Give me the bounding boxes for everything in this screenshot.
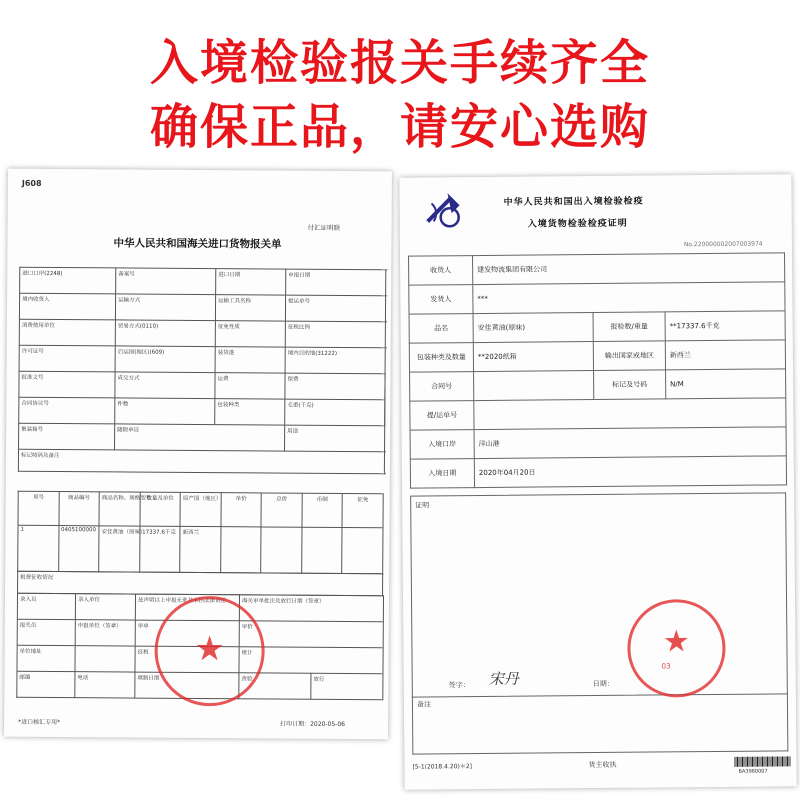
declaration-row — [20, 267, 386, 296]
declaration-cell: 成交方式 — [115, 372, 215, 399]
certificate-value: 建发物流集团有限公司 — [473, 253, 785, 285]
barcode-number: BA3960007 — [738, 768, 768, 775]
stamp-star-icon: ★ — [662, 624, 691, 660]
declaration-title: 中华人民共和国海关进口货物报关单 — [113, 237, 282, 251]
declaration-bottom-cell — [75, 646, 135, 672]
declaration-cell: 运输工具名称 — [215, 295, 285, 321]
headline-line-2: 确保正品，请安心选购 — [149, 99, 650, 155]
barcode — [734, 756, 790, 766]
certificate-row — [409, 340, 785, 372]
certificate-value: *** — [473, 282, 785, 314]
proof-box — [410, 492, 788, 697]
declaration-cell: 运输方式 — [115, 294, 215, 321]
certificate-label: 入境日期 — [410, 459, 474, 489]
declaration-bottom-cell: 邮编 — [17, 671, 75, 697]
certificate-label: 报检数/重量 — [593, 312, 665, 342]
certificate-value: **17337.6千克 — [665, 311, 785, 341]
certificate-value — [474, 371, 594, 401]
goods-cell: 1 — [18, 525, 59, 571]
declaration-row — [19, 319, 385, 348]
goods-cell: 安佳黄油（原味） — [99, 526, 140, 572]
certificate-label: 提/运单号 — [410, 401, 474, 431]
declaration-bottom-cell: 电话 — [75, 672, 135, 698]
goods-cell — [301, 527, 342, 573]
goods-cell: 0405100000 — [58, 526, 99, 572]
signature: 宋丹 — [488, 669, 519, 688]
declaration-cell: 包装种类 — [215, 399, 285, 425]
goods-header-cell: 项号 — [18, 491, 59, 525]
declaration-cell: 征税比例 — [285, 321, 385, 348]
declaration-row — [19, 423, 385, 452]
declaration-bottom-cell: 申报单位（签章） — [75, 620, 135, 646]
stamp-star-icon: ★ — [194, 628, 226, 670]
goods-header-cell: 商品名称、规格型号 — [99, 492, 140, 526]
certificate-label: 输出国家或地区 — [593, 341, 665, 371]
declaration-cell: 保费 — [285, 373, 385, 400]
declaration-bottom-cell: 审单 — [135, 620, 239, 647]
certificate-value: **2020纸箱 — [473, 342, 593, 372]
date-label: 日期： — [592, 679, 614, 689]
declaration-row — [18, 449, 384, 474]
declaration-cell: 境内收货人 — [19, 293, 115, 320]
headline-line-1: 入境检验报关手续齐全 — [149, 35, 650, 91]
declaration-cell: 合同协议号 — [19, 397, 115, 424]
declaration-bottom-cell: 查验 — [239, 673, 311, 700]
declaration-cell: 装货港 — [215, 347, 285, 373]
declaration-cell: 集装箱号 — [19, 423, 115, 450]
certificate-value: 新西兰 — [665, 340, 785, 370]
declaration-cell: 备案号 — [116, 268, 216, 295]
goods-header-cell: 原产国（地区） — [180, 492, 221, 526]
certificate-row — [410, 369, 786, 401]
company-stamp — [154, 596, 265, 707]
declaration-bottom-cell: 录入单位 — [75, 594, 135, 620]
goods-cell — [342, 528, 383, 574]
declaration-bottom-cell: 报关员 — [17, 619, 75, 645]
declaration-cell: 毛重(千克) — [285, 399, 385, 426]
goods-cell: 17337.6千克 — [139, 526, 180, 572]
footer-note: *进口核汇专用* — [18, 718, 61, 727]
certificate-label: 品名 — [409, 314, 473, 344]
declaration-cell: 申报日期 — [286, 269, 386, 296]
certificate-value: 安佳黄油(原味) — [473, 313, 593, 343]
declaration-cell: 随附单证 — [115, 424, 285, 451]
goods-cell — [220, 527, 261, 573]
declaration-row — [19, 293, 385, 322]
remark-box — [412, 692, 789, 754]
declaration-bottom-cell: 放行 — [311, 673, 383, 700]
declaration-cell: 贸易方式(0110) — [115, 320, 215, 347]
declaration-cell: 提运单号 — [285, 295, 385, 322]
declaration-cell: 标记唛码及备注 — [18, 449, 384, 474]
declaration-bottom-cell: 统计 — [239, 647, 383, 674]
footer-copy: 货主收执 — [588, 760, 617, 770]
inspection-certificate-document — [399, 174, 796, 789]
footer-code: [5-1(2018.4.20)＊2] — [412, 763, 473, 771]
certificate-header-1: 中华人民共和国出入境检验检疫 — [503, 196, 644, 208]
goods-cell — [261, 527, 302, 573]
certificate-row — [410, 456, 786, 488]
certificate-header-2: 入境货物检验检疫证明 — [527, 218, 628, 230]
certificate-value: 2020年04月20日 — [474, 456, 786, 488]
declaration-cell: 件数 — [115, 398, 215, 425]
declaration-cell: 进口日期 — [216, 269, 286, 295]
declaration-header-table — [18, 267, 386, 475]
certificate-label: 入境口岸 — [410, 430, 474, 460]
declaration-cell: 批准文号 — [19, 371, 115, 398]
declaration-cell: 境内目的地(31222) — [285, 347, 385, 374]
declaration-bottom-cell: 海关审单批注及放行日期（签章） — [239, 595, 383, 622]
print-date: 打印日期：2020-05-06 — [280, 720, 346, 729]
stamp-number: 03 — [661, 662, 671, 671]
declaration-cell: 运费 — [215, 373, 285, 399]
declaration-bottom-cell: 兹声明以上申报无讹并承担法律责任 — [135, 594, 239, 621]
certificate-label: 收货人 — [409, 256, 473, 286]
declaration-bottom-cell: 征税 — [135, 646, 239, 673]
certificate-label: 标记及号码 — [594, 370, 666, 400]
certificate-value — [474, 398, 786, 430]
customs-declaration-document — [4, 169, 392, 740]
goods-cell: 新西兰 — [180, 526, 221, 572]
remark-label: 备注 — [416, 700, 431, 709]
goods-header-cell: 单价 — [221, 493, 262, 527]
certificate-label: 合同号 — [410, 372, 474, 402]
ciq-logo-icon — [421, 187, 465, 231]
goods-header-cell: 征免 — [342, 494, 383, 528]
declaration-bottom-cell: 填制日期 — [135, 672, 239, 699]
certificate-label: 包装种类及数量 — [409, 343, 473, 373]
corner-label: 付汇证明联 — [307, 223, 341, 232]
certificate-label: 发货人 — [409, 285, 473, 315]
declaration-cell: 启运国(地区)(609) — [115, 346, 215, 373]
declaration-row — [19, 345, 385, 374]
declaration-bottom-cell: 录入员 — [17, 593, 75, 619]
declaration-row — [19, 397, 385, 426]
declaration-row — [19, 371, 385, 400]
customs-stamp — [627, 599, 726, 698]
certificate-row — [409, 282, 785, 314]
declaration-cell: 许可证号 — [19, 345, 115, 372]
certificate-row — [410, 427, 786, 459]
declaration-cell: 征免性质 — [215, 321, 285, 347]
goods-header-cell: 商品编号 — [59, 492, 100, 526]
tax-section-label: 税费征收情况 — [18, 571, 383, 596]
goods-header-cell: 数量及单位 — [140, 492, 181, 526]
declaration-cell: 进口口岸(2248) — [20, 267, 116, 294]
goods-table — [17, 491, 384, 575]
sign-label: 签字： — [448, 681, 470, 690]
serial-number: No.220000002007003974 — [683, 240, 763, 249]
declaration-cell: 消费使用单位 — [19, 319, 115, 346]
proof-label: 证明 — [415, 501, 430, 510]
certificate-table — [408, 252, 787, 488]
certificate-value: 洋山港 — [474, 427, 786, 459]
certificate-row — [409, 253, 785, 285]
certificate-row — [409, 311, 785, 343]
declaration-bottom-cell: 单位地址 — [17, 645, 75, 671]
goods-header-cell: 总价 — [261, 493, 302, 527]
declaration-cell: 用途 — [285, 425, 385, 452]
certificate-row — [410, 398, 786, 430]
certificate-value: N/M — [666, 369, 786, 399]
goods-header-cell: 币制 — [302, 493, 343, 527]
declaration-bottom-cell: 审价 — [239, 621, 383, 648]
form-code: J608 — [21, 178, 42, 188]
